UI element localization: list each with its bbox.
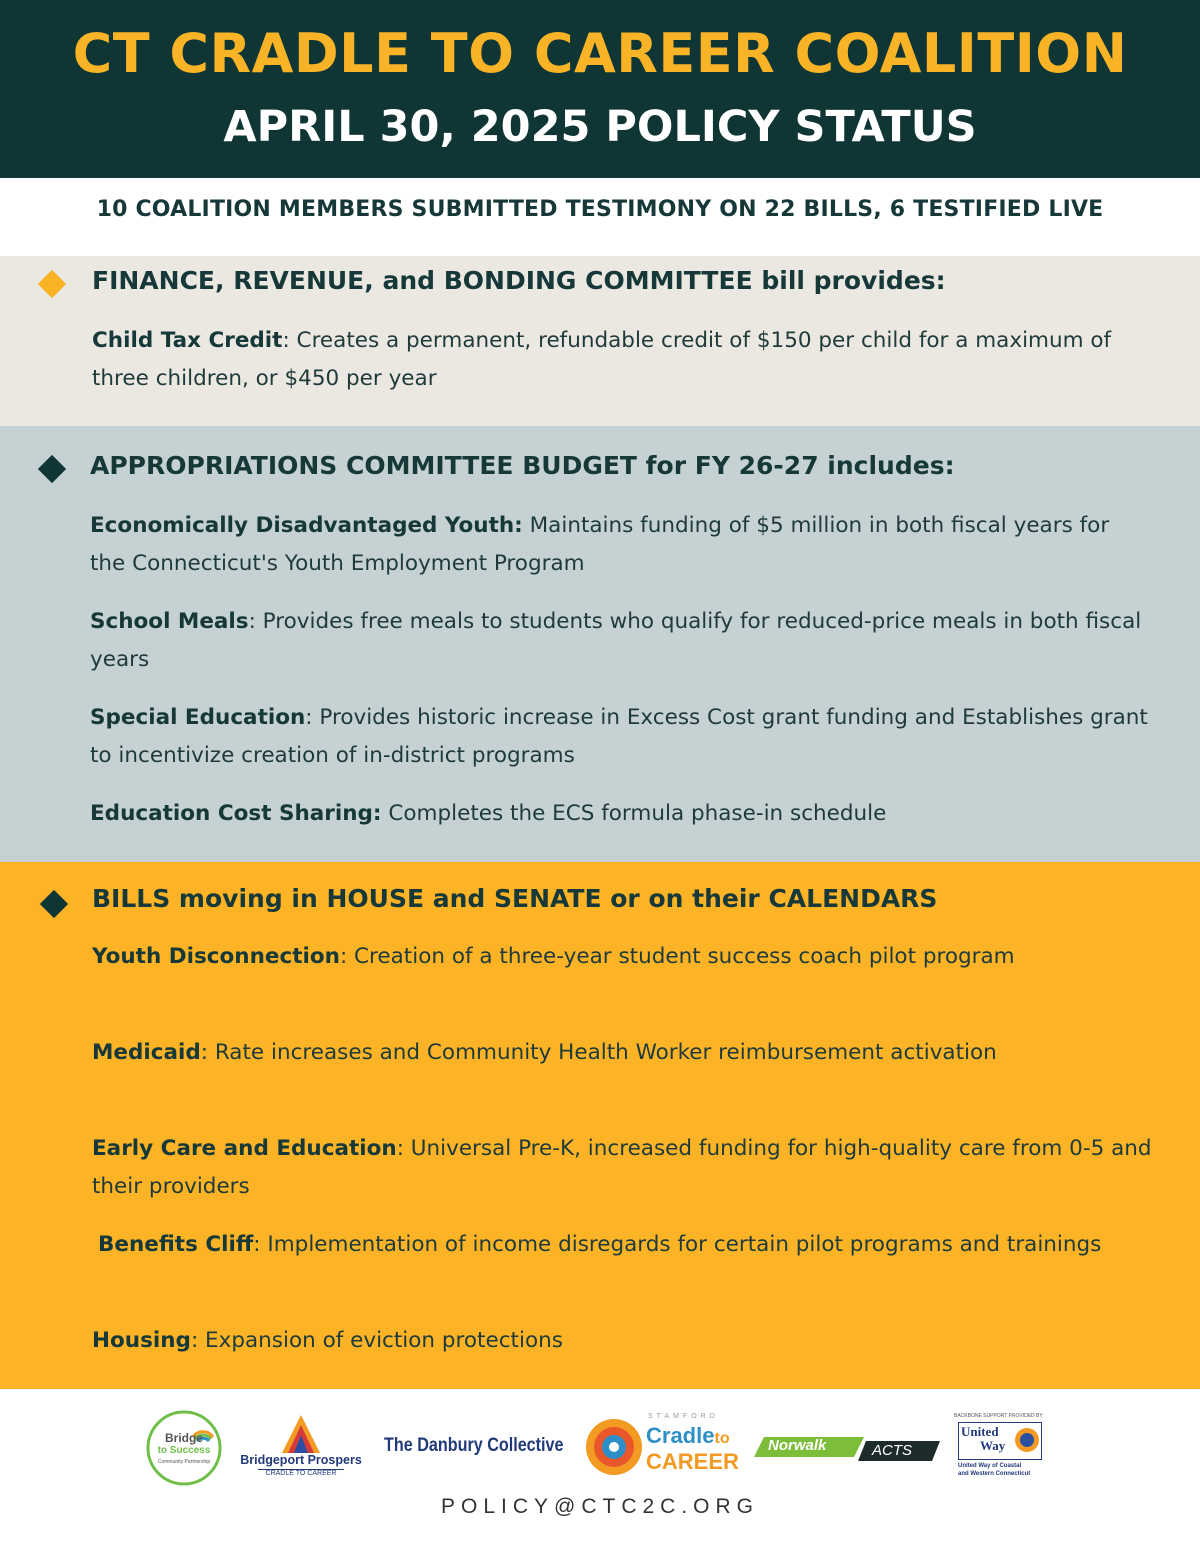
stamford-logo-line2: CAREER [646,1449,739,1474]
policy-item-text: Completes the ECS formula phase-in schedule [381,801,887,826]
appropriations-heading: APPROPRIATIONS COMMITTEE BUDGET for FY 26-27 includes: [90,451,955,480]
policy-item-text: Provides historic increase in Excess Cost grant funding and Establishes grant to incentivize creation of in-district programs [90,705,1148,768]
policy-item-label: Education Cost Sharing: [90,801,382,826]
stamford-logo-to: to [714,1430,730,1447]
policy-item [92,1130,1152,1206]
header-banner [0,0,1200,178]
contact-email[interactable]: POLICY@CTC2C.ORG [440,1495,760,1518]
policy-item [92,1226,1152,1264]
policy-item-text: Universal Pre-K, increased funding for high-quality care from 0-5 and their providers [92,1136,1152,1199]
bridge-logo-line2: to Success [157,1445,211,1456]
policy-item-separator: : [248,609,256,634]
policy-item [90,795,1150,833]
stamford-logo-line1 [646,1423,730,1449]
policy-item [90,507,1150,583]
testimony-summary: 10 COALITION MEMBERS SUBMITTED TESTIMONY ON 22 BILLS, 6 TESTIFIED LIVE [96,197,1104,222]
stamford-logo-cradle: Cradle [646,1423,715,1448]
finance-section [0,256,1200,426]
policy-item-text: Rate increases and Community Health Worker reimbursement activation [208,1040,997,1065]
bridgeport-prospers-logo [238,1413,364,1483]
policy-item-separator: : [305,705,313,730]
norwalk-acts-logo [754,1435,944,1463]
policy-item [92,1034,1152,1072]
bridgeport-logo-tag: CRADLE TO CAREER [258,1469,344,1477]
united-way-logo-line2: Way [980,1438,1006,1453]
diamond-bullet-icon [38,270,66,298]
policy-item-separator: : [200,1040,208,1065]
norwalk-logo-acts: ACTS [872,1442,913,1459]
policy-item-text: Expansion of eviction protections [198,1328,563,1353]
policy-item-separator: : [190,1328,199,1353]
policy-item [90,699,1170,775]
policy-item-label: Benefits Cliff [98,1232,254,1257]
stamford-logo-top: STAMFORD [648,1413,719,1420]
policy-item-label: Housing [92,1328,191,1353]
norwalk-logo-name: Norwalk [768,1437,827,1454]
page-subtitle: APRIL 30, 2025 POLICY STATUS [223,102,977,152]
united-way-logo [954,1413,1050,1485]
stamford-spiral-icon [584,1413,644,1477]
diamond-bullet-icon [38,455,66,483]
partner-logos [0,1389,1200,1553]
policy-item-label: Early Care and Education [92,1136,397,1161]
policy-item-separator: : [339,944,348,969]
bridge-logo-line1: Bridge [164,1431,203,1445]
united-way-logo-top: BACKBONE SUPPORT PROVIDED BY [954,1413,1043,1419]
bills-heading: BILLS moving in HOUSE and SENATE or on their CALENDARS [92,884,938,913]
policy-item-text: Provides free meals to students who qualify for reduced-price meals in both fiscal years [90,609,1142,672]
policy-item-label: Child Tax Credit [92,328,283,353]
danbury-collective-logo: The Danbury Collective [384,1435,564,1456]
policy-item-separator: : [253,1232,261,1257]
policy-item [92,1322,1152,1360]
policy-item-label: School Meals [90,609,249,634]
policy-item [92,322,1132,398]
appropriations-section [0,426,1200,862]
policy-item [92,938,1152,976]
policy-item-text: Creation of a three-year student success coach pilot program [347,944,1015,969]
policy-item-text: Creates a permanent, refundable credit of $150 per child for a maximum of three children, or $450 per year [92,328,1112,391]
finance-heading: FINANCE, REVENUE, and BONDING COMMITTEE bill provides: [92,266,946,295]
policy-item-text: Implementation of income disregards for certain pilot programs and trainings [260,1232,1102,1257]
policy-item-label: Economically Disadvantaged Youth: [90,513,523,538]
united-way-logo-line1: United [961,1424,999,1439]
diamond-bullet-icon [40,890,68,918]
page-title: CT CRADLE TO CAREER COALITION [72,22,1128,85]
bridgeport-logo-name: Bridgeport Prospers [240,1453,362,1467]
policy-item-label: Medicaid [92,1040,201,1065]
policy-item-label: Youth Disconnection [92,944,340,969]
bills-section [0,862,1200,1389]
united-way-hand-icon [1014,1427,1040,1453]
stamford-cradle-to-career-logo [584,1413,739,1483]
bridge-logo-line3: Community Partnership [157,1459,211,1465]
policy-item [90,603,1150,679]
policy-item-separator: : [282,328,290,353]
bridge-to-success-logo [145,1409,223,1487]
policy-item-separator: : [396,1136,404,1161]
united-way-logo-sub1: United Way of Coastal [958,1463,1022,1469]
policy-item-label: Special Education [90,705,306,730]
bridgeport-triangle-icon [238,1413,364,1455]
united-way-logo-sub2: and Western Connecticut [958,1471,1031,1477]
policy-item-text: Maintains funding of $5 million in both fiscal years for the Connecticut's Youth Employment Program [90,513,1110,576]
